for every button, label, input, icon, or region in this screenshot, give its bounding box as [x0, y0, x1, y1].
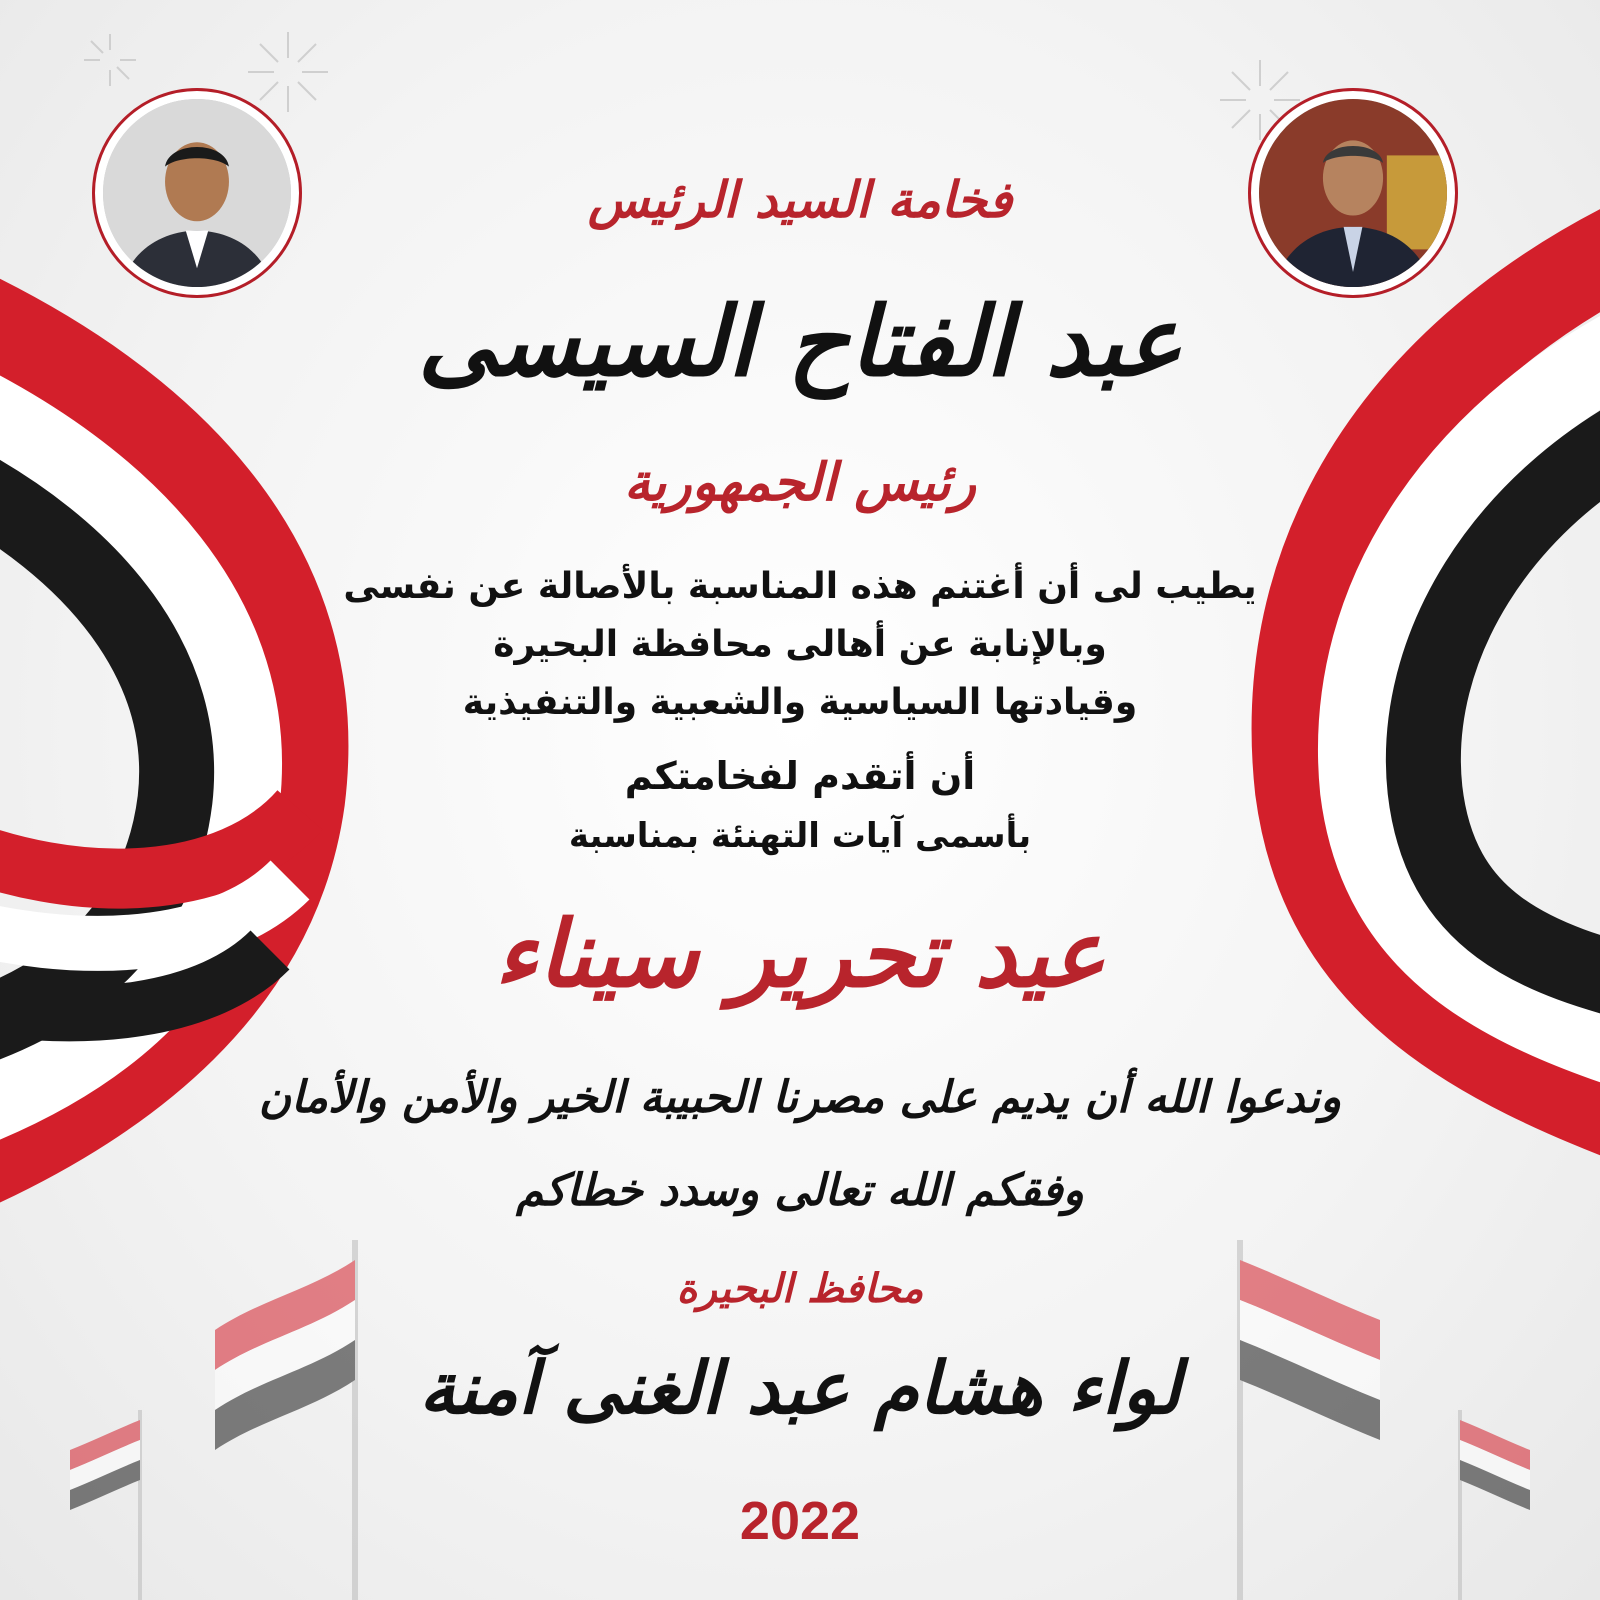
year-label: 2022 — [739, 1491, 861, 1551]
president-position: رئيس الجمهورية — [624, 452, 976, 513]
message-line-4: أن أتقدم لفخامتكم — [624, 754, 976, 798]
occasion-title: عيد تحرير سيناء — [494, 900, 1106, 1008]
message-line-1: يطيب لى أن أغتنم هذه المناسبة بالأصالة عن نفسى — [343, 566, 1257, 607]
message-line-2: وبالإنابة عن أهالى محافظة البحيرة — [493, 624, 1107, 665]
signature-from: محافظ البحيرة — [676, 1265, 924, 1312]
egypt-flag-ribbon-left — [0, 300, 303, 1180]
president-name: عبد الفتاح السيسى — [417, 285, 1183, 398]
prayer-line-1: وندعوا الله أن يديم على مصرنا الحبيبة الخير والأمن والأمان — [258, 1072, 1342, 1123]
message-line-5: بأسمى آيات التهنئة بمناسبة — [568, 816, 1032, 856]
prayer-line-2: وفقكم الله تعالى وسدد خطاكم — [516, 1165, 1084, 1216]
honorific-title: فخامة السيد الرئيس — [587, 170, 1013, 229]
signer-name: لواء هشام عبد الغنى آمنة — [419, 1345, 1181, 1430]
message-line-3: وقيادتها السياسية والشعبية والتنفيذية — [462, 682, 1138, 723]
